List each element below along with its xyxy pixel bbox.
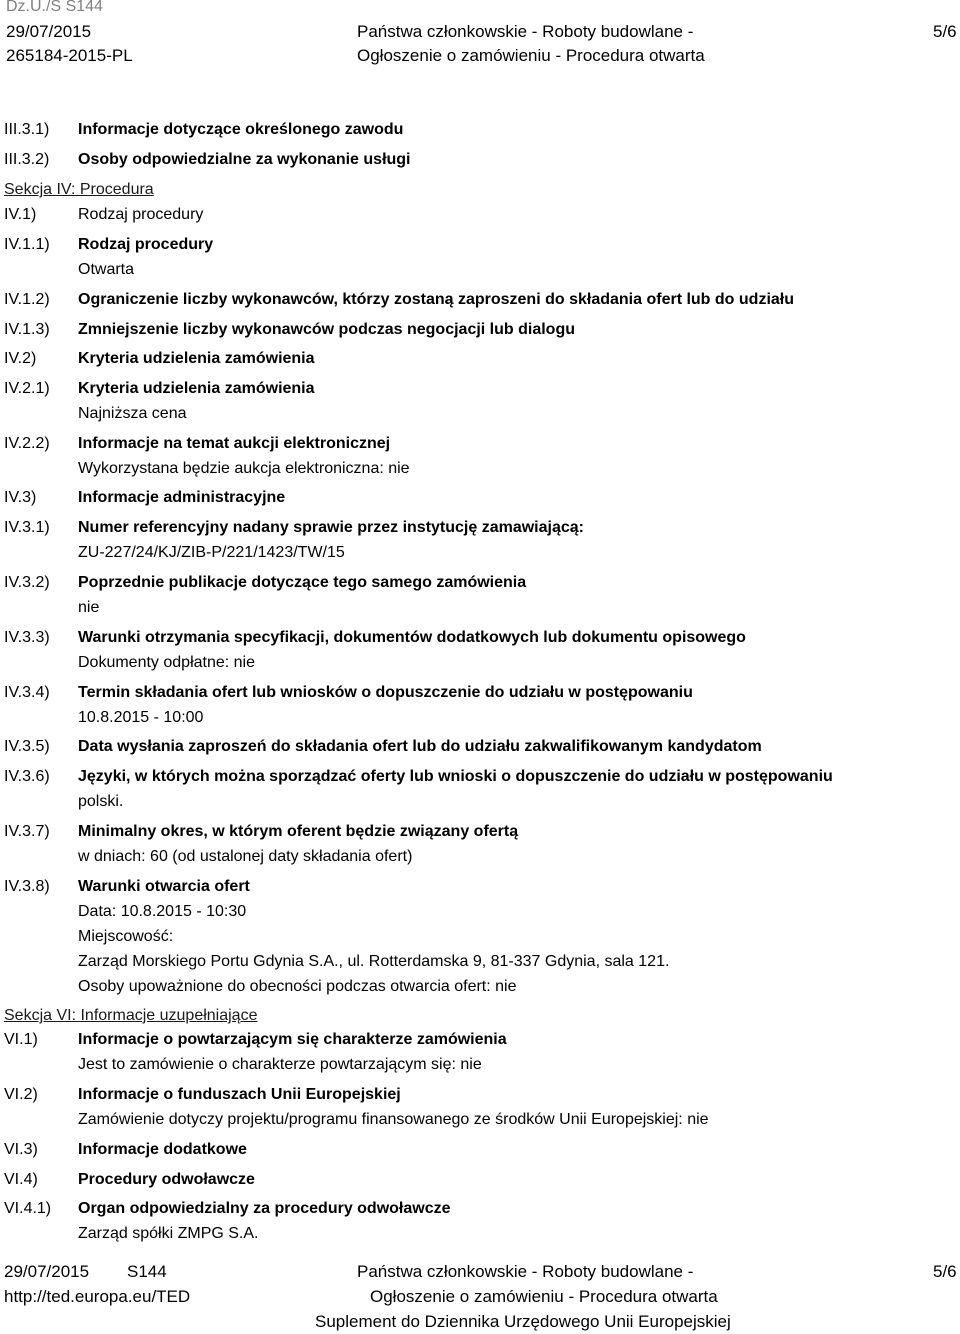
item-title: Ograniczenie liczby wykonawców, którzy zostaną zaproszeni do składania ofert lub do udziału xyxy=(78,291,794,308)
item-value: ZU-227/24/KJ/ZIB-P/221/1423/TW/15 xyxy=(78,544,345,561)
footer-title-line1: Państwa członkowskie - Roboty budowlane - xyxy=(357,1262,694,1281)
footer-series: S144 xyxy=(127,1262,167,1281)
header-source: Dz.U./S S144 xyxy=(6,0,103,15)
item-title: Poprzednie publikacje dotyczące tego samego zamówienia xyxy=(78,574,527,591)
item-value: polski. xyxy=(78,793,124,810)
item-title: Informacje na temat aukcji elektronicznej xyxy=(78,435,391,452)
item-title: Warunki otrzymania specyfikacji, dokumentów dodatkowych lub dokumentu opisowego xyxy=(78,629,746,646)
item-title: Kryteria udzielenia zamówienia xyxy=(78,350,315,367)
item-number: IV.2) xyxy=(4,350,37,367)
item-title: Informacje administracyjne xyxy=(78,489,286,506)
item-number: VI.2) xyxy=(4,1086,38,1103)
header-page-number: 5/6 xyxy=(933,22,957,41)
item-number: IV.1.2) xyxy=(4,291,50,308)
item-title: Minimalny okres, w którym oferent będzie związany ofertą xyxy=(78,823,519,840)
item-number: III.3.1) xyxy=(4,121,50,138)
item-title: Termin składania ofert lub wniosków o dopuszczenie do udziału w postępowaniu xyxy=(78,684,693,701)
item-number: IV.3.6) xyxy=(4,768,50,785)
section-iv-heading[interactable]: Sekcja IV: Procedura xyxy=(4,181,154,198)
item-value: Miejscowość: xyxy=(78,928,174,945)
item-number: IV.1) xyxy=(4,206,37,223)
header-ref: 265184-2015-PL xyxy=(6,46,133,65)
header-date: 29/07/2015 xyxy=(6,22,92,41)
item-value: Zarząd Morskiego Portu Gdynia S.A., ul. Rotterdamska 9, 81-337 Gdynia, sala 121. xyxy=(78,953,670,970)
item-title: Warunki otwarcia ofert xyxy=(78,878,250,895)
item-number: VI.1) xyxy=(4,1031,38,1048)
header-title-line1: Państwa członkowskie - Roboty budowlane - xyxy=(357,22,694,41)
item-number: VI.4.1) xyxy=(4,1200,52,1217)
page-header xyxy=(0,0,960,72)
item-number: IV.1.3) xyxy=(4,321,50,338)
item-title: Informacje dodatkowe xyxy=(78,1141,247,1158)
item-title: Informacje dotyczące określonego zawodu xyxy=(78,121,404,138)
section-vi-heading[interactable]: Sekcja VI: Informacje uzupełniające xyxy=(4,1007,258,1024)
item-number: IV.1.1) xyxy=(4,236,50,253)
item-number: III.3.2) xyxy=(4,151,50,168)
item-number: IV.2.1) xyxy=(4,380,50,397)
item-number: IV.3.3) xyxy=(4,629,50,646)
item-value: Zarząd spółki ZMPG S.A. xyxy=(78,1225,259,1242)
item-number: IV.3.7) xyxy=(4,823,50,840)
item-value: Najniższa cena xyxy=(78,405,187,422)
item-title: Rodzaj procedury xyxy=(78,206,204,223)
item-value: 10.8.2015 - 10:00 xyxy=(78,709,204,726)
item-value: nie xyxy=(78,599,100,616)
item-number: IV.3.5) xyxy=(4,738,50,755)
item-number: IV.3.2) xyxy=(4,574,50,591)
item-title: Rodzaj procedury xyxy=(78,236,214,253)
item-title: Numer referencyjny nadany sprawie przez instytucję zamawiającą: xyxy=(78,519,584,536)
page-footer xyxy=(0,1262,960,1334)
item-value: Data: 10.8.2015 - 10:30 xyxy=(78,903,247,920)
item-number: IV.3.1) xyxy=(4,519,50,536)
item-number: VI.3) xyxy=(4,1141,38,1158)
item-number: IV.3) xyxy=(4,489,37,506)
footer-date: 29/07/2015 xyxy=(4,1262,90,1281)
header-title-line2: Ogłoszenie o zamówieniu - Procedura otwarta xyxy=(357,46,705,65)
item-number: IV.3.4) xyxy=(4,684,50,701)
item-title: Procedury odwoławcze xyxy=(78,1171,255,1188)
footer-title-line2: Ogłoszenie o zamówieniu - Procedura otwarta xyxy=(370,1287,718,1306)
item-title: Organ odpowiedzialny za procedury odwoławcze xyxy=(78,1200,451,1217)
item-title: Data wysłania zaproszeń do składania ofert lub do udziału zakwalifikowanym kandydatom xyxy=(78,738,762,755)
item-number: IV.2.2) xyxy=(4,435,50,452)
item-value: Zamówienie dotyczy projektu/programu finansowanego ze środków Unii Europejskiej: nie xyxy=(78,1111,709,1128)
footer-page-number: 5/6 xyxy=(933,1262,957,1281)
item-number: VI.4) xyxy=(4,1171,38,1188)
footer-title-line3: Suplement do Dziennika Urzędowego Unii Europejskiej xyxy=(315,1312,731,1331)
item-title: Kryteria udzielenia zamówienia xyxy=(78,380,315,397)
item-number: IV.3.8) xyxy=(4,878,50,895)
item-title: Języki, w których można sporządzać oferty lub wnioski o dopuszczenie do udziału w postępowaniu xyxy=(78,768,833,785)
item-value: Jest to zamówienie o charakterze powtarzającym się: nie xyxy=(78,1056,482,1073)
item-title: Informacje o funduszach Unii Europejskiej xyxy=(78,1086,401,1103)
item-title: Zmniejszenie liczby wykonawców podczas negocjacji lub dialogu xyxy=(78,321,575,338)
item-value: Wykorzystana będzie aukcja elektroniczna: nie xyxy=(78,460,410,477)
item-title: Informacje o powtarzającym się charakterze zamówienia xyxy=(78,1031,507,1048)
item-value: Dokumenty odpłatne: nie xyxy=(78,654,255,671)
footer-url[interactable]: http://ted.europa.eu/TED xyxy=(4,1287,191,1306)
item-title: Osoby odpowiedzialne za wykonanie usługi xyxy=(78,151,411,168)
item-value: w dniach: 60 (od ustalonej daty składania ofert) xyxy=(78,848,413,865)
item-value: Otwarta xyxy=(78,261,135,278)
item-value: Osoby upoważnione do obecności podczas otwarcia ofert: nie xyxy=(78,978,517,995)
